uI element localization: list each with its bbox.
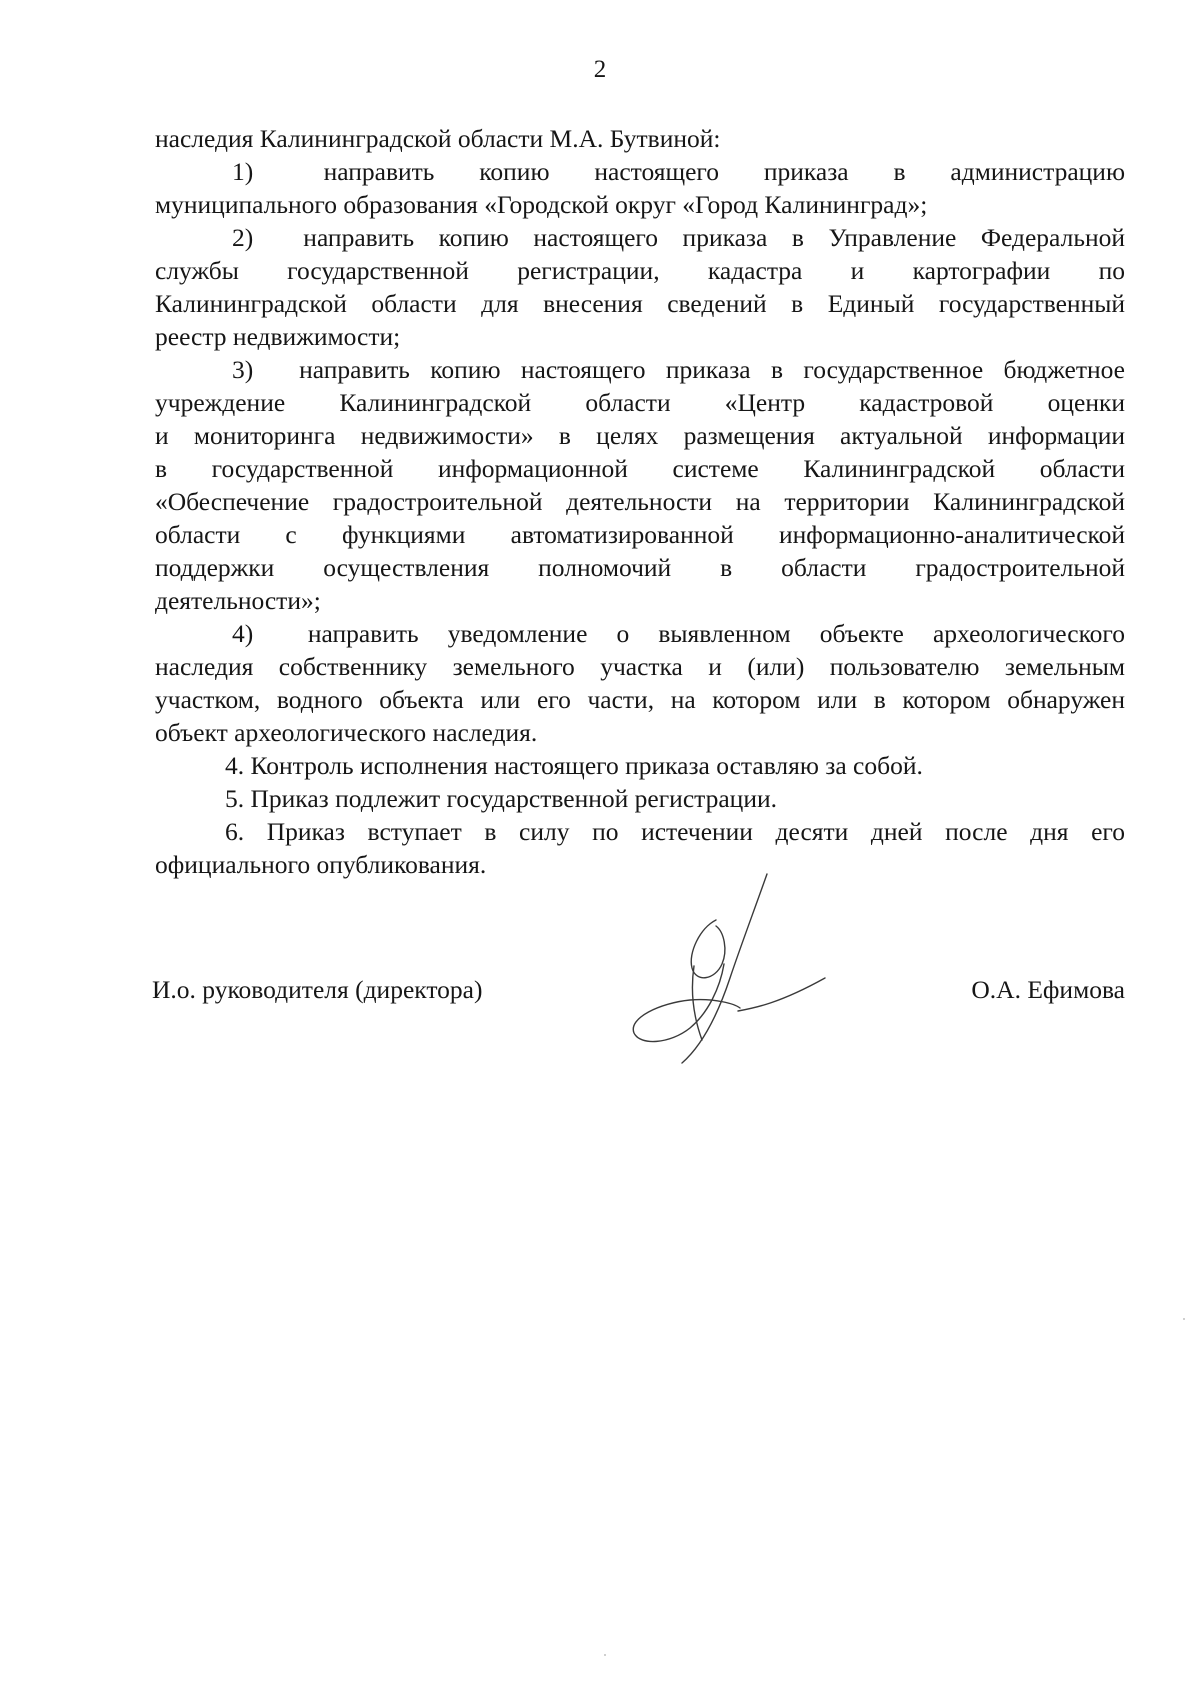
document-body <box>155 122 1125 881</box>
text-line: Калининградской области для внесения сведений в Единый государственный <box>155 289 1125 318</box>
text-line: наследия собственнику земельного участка и (или) пользователю земельным <box>155 652 1125 681</box>
text-line: 2) направить копию настоящего приказа в Управление Федеральной <box>232 223 1125 252</box>
text-line: и мониторинга недвижимости» в целях размещения актуальной информации <box>155 421 1125 450</box>
text-line: области с функциями автоматизированной информационно-аналитической <box>155 520 1125 549</box>
text-line: участком, водного объекта или его части, на котором или в котором обнаружен <box>155 685 1125 714</box>
text-line: 3) направить копию настоящего приказа в государственное бюджетное <box>232 355 1125 384</box>
signature-block <box>152 975 1125 1015</box>
text-line: учреждение Калининградской области «Центр кадастровой оценки <box>155 388 1125 417</box>
text-line: в государственной информационной системе Калининградской области <box>155 454 1125 483</box>
text-line: 4. Контроль исполнения настоящего приказа оставляю за собой. <box>225 751 923 780</box>
text-line: официального опубликования. <box>155 850 487 879</box>
text-line: деятельности»; <box>155 586 321 615</box>
signatory-role: И.о. руководителя (директора) <box>152 975 483 1004</box>
page-number: 2 <box>593 56 607 83</box>
text-line: реестр недвижимости; <box>155 322 401 351</box>
text-line: службы государственной регистрации, кадастра и картографии по <box>155 256 1125 285</box>
handwritten-signature <box>620 868 830 1068</box>
text-line: «Обеспечение градостроительной деятельности на территории Калининградской <box>155 487 1125 516</box>
text-line: объект археологического наследия. <box>155 718 538 747</box>
scan-speck <box>604 1654 606 1656</box>
text-line: поддержки осуществления полномочий в области градостроительной <box>155 553 1125 582</box>
text-line: наследия Калининградской области М.А. Бутвиной: <box>155 124 721 153</box>
scan-speck <box>1183 1318 1185 1320</box>
text-line: 1) направить копию настоящего приказа в администрацию <box>232 157 1125 186</box>
text-line: 5. Приказ подлежит государственной регистрации. <box>225 784 777 813</box>
signatory-name: О.А. Ефимова <box>971 975 1125 1004</box>
text-line: 4) направить уведомление о выявленном объекте археологического <box>232 619 1125 648</box>
text-line: муниципального образования «Городской округ «Город Калининград»; <box>155 190 928 219</box>
text-line: 6. Приказ вступает в силу по истечении десяти дней после дня его <box>225 817 1125 846</box>
